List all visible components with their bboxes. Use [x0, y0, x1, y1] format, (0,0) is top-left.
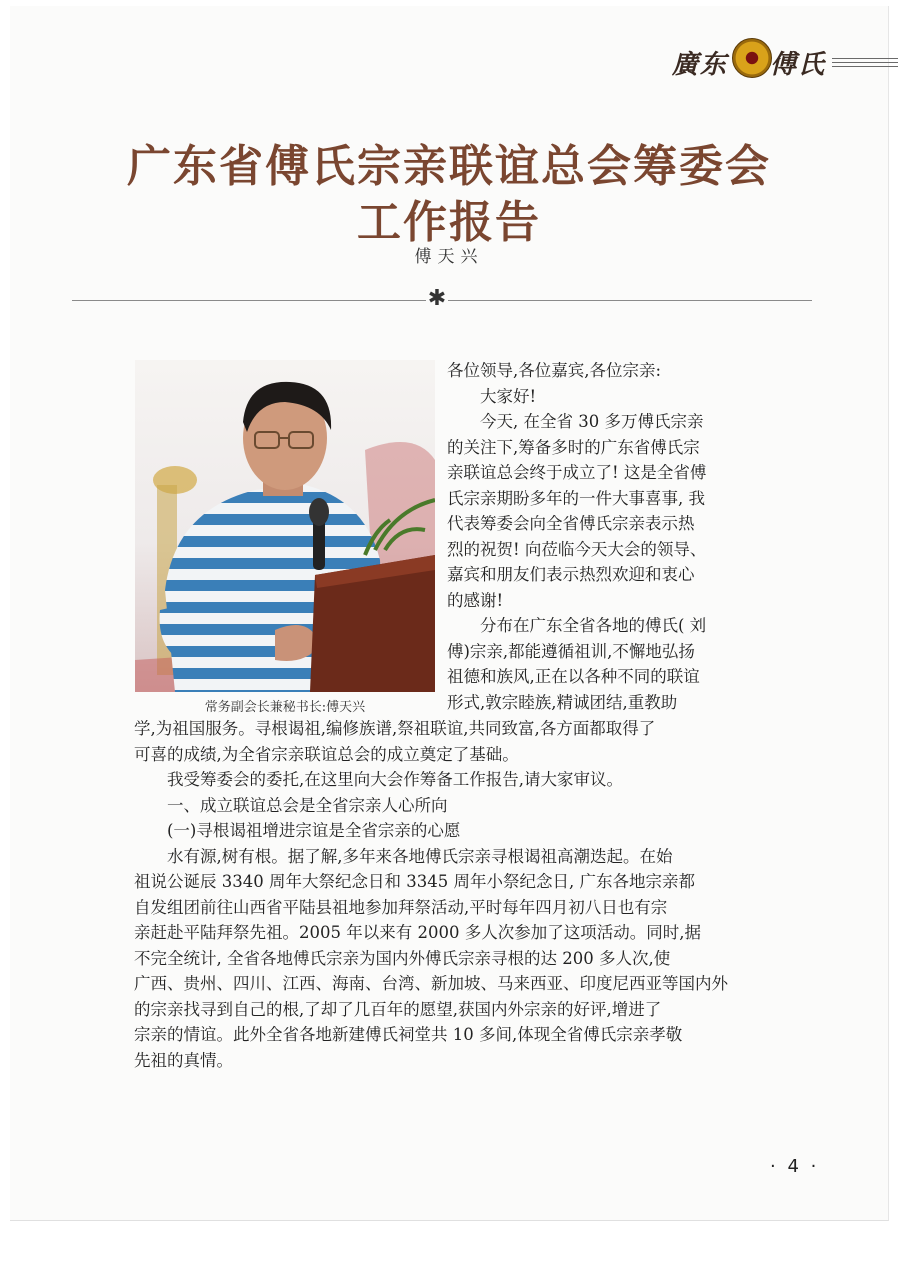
text-line: 的宗亲找寻到自己的根,了却了几百年的愿望,获国内外宗亲的好评,增进了 — [134, 999, 662, 1019]
text-line: 嘉宾和朋友们表示热烈欢迎和衷心 — [447, 565, 695, 584]
text-line: 水有源,树有根。据了解,多年来各地傅氏宗亲寻根谒祖高潮迭起。在始 — [134, 846, 673, 866]
article-title-line1: 广东省傅氏宗亲联谊总会筹委会 — [127, 141, 771, 192]
photo-caption: 常务副会长兼秘书长:傅天兴 — [204, 700, 366, 715]
text-line: 祖说公诞辰 3340 周年大祭纪念日和 3345 周年小祭纪念日, 广东各地宗亲都 — [134, 872, 695, 891]
text-line: 各位领导,各位嘉宾,各位宗亲: — [447, 361, 662, 380]
text-line: 广西、贵州、四川、江西、海南、台湾、新加坡、马来西亚、印度尼西亚等国内外 — [134, 974, 728, 993]
text-line: 今天, 在全省 30 多万傅氏宗亲 — [447, 412, 704, 431]
divider-star-icon: ✱ — [427, 286, 447, 311]
text-line: 氏宗亲期盼多年的一件大事喜事, 我 — [447, 488, 705, 508]
text-line: 的关注下,筹备多时的广东省傅氏宗 — [447, 437, 700, 457]
article-author: 傅天兴 — [414, 247, 484, 267]
text-line: 代表筹委会向全省傅氏宗亲表示热 — [447, 514, 695, 533]
seal-icon — [732, 38, 772, 78]
text-line: (一)寻根谒祖增进宗谊是全省宗亲的心愿 — [134, 821, 461, 840]
full-width-text — [134, 716, 728, 1073]
text-line: 我受筹委会的委托,在这里向大会作筹备工作报告,请大家审议。 — [134, 770, 623, 789]
speaker-photo-illustration — [135, 360, 435, 692]
header-logo — [672, 36, 900, 82]
page-number: · 4 · — [770, 1156, 820, 1177]
text-line: 分布在广东全省各地的傅氏( 刘 — [447, 616, 707, 635]
text-line: 亲赶赴平陆拜祭先祖。2005 年以来有 2000 多人次参加了这项活动。同时,据 — [134, 923, 701, 942]
logo-text-right: 傅氏 — [770, 50, 827, 80]
text-line: 傅)宗亲,都能遵循祖训,不懈地弘扬 — [447, 641, 695, 661]
text-line: 烈的祝贺! 向莅临今天大会的领导、 — [447, 539, 707, 559]
text-line: 大家好! — [447, 386, 537, 406]
text-line: 先祖的真情。 — [134, 1050, 233, 1070]
magazine-page — [10, 6, 889, 1221]
text-line: 亲联谊总会终于成立了! 这是全省傅 — [447, 463, 707, 482]
text-line: 自发组团前往山西省平陆县祖地参加拜祭活动,平时每年四月初八日也有宗 — [134, 897, 668, 917]
text-line: 祖德和族风,正在以各种不同的联谊 — [447, 667, 700, 686]
right-column-text — [447, 358, 706, 715]
text-line: 的感谢! — [447, 590, 504, 610]
text-line: 形式,敦宗睦族,精诚团结,重教助 — [447, 692, 678, 712]
logo-rule-lines — [832, 58, 898, 70]
speaker-photo — [135, 360, 435, 692]
text-line: 可喜的成绩,为全省宗亲联谊总会的成立奠定了基础。 — [134, 744, 519, 764]
text-line: 学,为祖国服务。寻根谒祖,编修族谱,祭祖联谊,共同致富,各方面都取得了 — [134, 719, 656, 738]
text-line: 宗亲的情谊。此外全省各地新建傅氏祠堂共 10 多间,体现全省傅氏宗亲孝敬 — [134, 1025, 683, 1044]
text-line: 一、成立联谊总会是全省宗亲人心所向 — [134, 795, 448, 815]
logo-text-left: 廣东 — [672, 50, 729, 80]
article-title-line2: 工作报告 — [357, 197, 541, 248]
text-line: 不完全统计, 全省各地傅氏宗亲为国内外傅氏宗亲寻根的达 200 多人次,使 — [134, 948, 671, 968]
